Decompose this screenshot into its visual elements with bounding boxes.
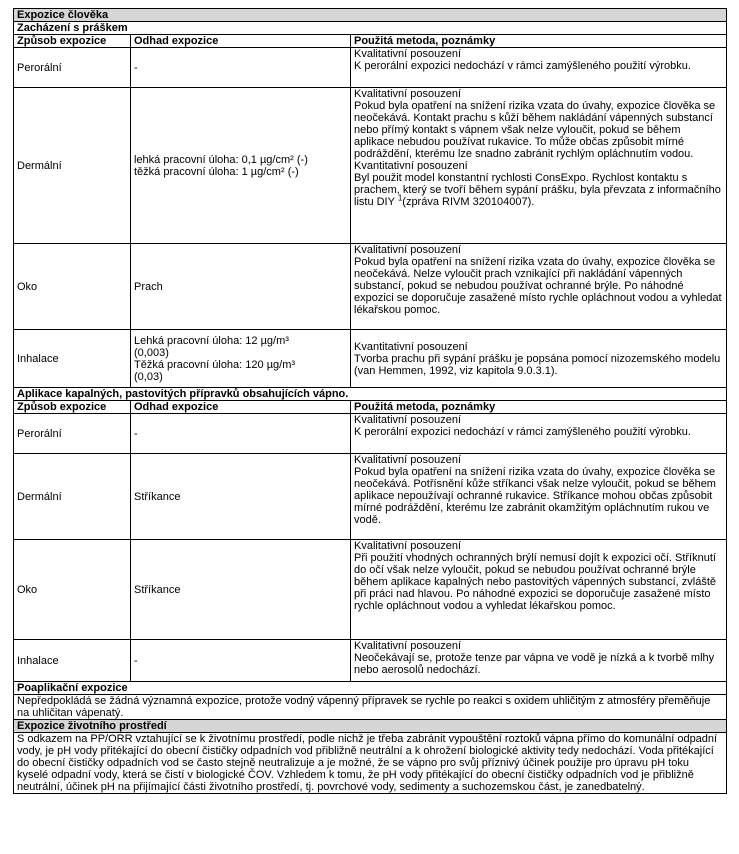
exposure-table bbox=[13, 8, 727, 794]
notes-cell bbox=[351, 414, 727, 454]
estimate-line: - bbox=[134, 61, 138, 74]
method-text-tail: (zpráva RIVM 320104007). bbox=[402, 196, 535, 208]
estimate-line: Lehká pracovní úloha: 12 µg/m³ bbox=[134, 334, 289, 347]
estimate-cell bbox=[131, 414, 351, 454]
estimate-cell bbox=[131, 330, 351, 388]
table-row bbox=[14, 48, 727, 88]
estimate-line: lehká pracovní úloha: 0,1 µg/cm² (-) bbox=[134, 153, 308, 166]
estimate-line: Prach bbox=[134, 280, 163, 293]
estimate-cell bbox=[131, 454, 351, 540]
notes-cell bbox=[351, 88, 727, 244]
subsection-row-liquids bbox=[14, 388, 727, 401]
estimate-cell bbox=[131, 540, 351, 640]
estimate-line: - bbox=[134, 654, 138, 667]
post-paragraph: Nepředpokládá se žádná významná expozice, protože vodný vápenný přípravek se rychle po reakci s oxidem uhličitým z atmosféry přeměňuje na uhličitan vápenatý. bbox=[17, 695, 711, 719]
section-row-env bbox=[14, 720, 727, 733]
method-text: Pokud byla opatření na snížení rizika vzata do úvahy, expozice člověka se neočekává. Kontakt prachu s kůží během nakládání vápenných substancí nebo přímý kontakt s vápnem však nelze vyloučit, pokud se během aplikace nebudou používat rukavice. To může občas způsobit mírné podráždění, kterému lze snadno zabránit rychlým opláchnutím vodou. bbox=[354, 100, 716, 160]
estimate-cell bbox=[131, 48, 351, 88]
table-row bbox=[14, 244, 727, 330]
header-estimate: Odhad expozice bbox=[131, 401, 351, 414]
method-text-main: Byl použit model konstantní rychlosti ConsExpo. Rychlost kontaktu s prachem, který se tvoří během sypání prášku, byla převzata z informačního listu DIY bbox=[354, 172, 721, 208]
method-text: Při použití vhodných ochranných brýlí nemusí dojít k expozici očí. Stříknutí do očí však nelze vyloučit, pokud se nebudou používat ochranné brýle během aplikace kapalných nebo pastovitých vápenných substancí, zvláště při práci nad hlavou. Po náhodné expozici se doporučuje zasažené místo rychle opláchnout vodou a vyhledat lékařskou pomoc. bbox=[354, 552, 716, 612]
estimate-line: těžká pracovní úloha: 1 µg/cm² (-) bbox=[134, 165, 299, 178]
method-text bbox=[354, 172, 723, 208]
method-label: Kvalitativní posouzení bbox=[354, 48, 462, 60]
method-text: K perorální expozici nedochází v rámci zamýšleného použití výrobku. bbox=[354, 426, 691, 438]
env-paragraph: S odkazem na PP/ORR vztahující se k životnímu prostředí, podle nichž je třeba zabránit vypouštění roztoků vápna přímo do komunální odpadní vody, je pH vody přitékající do obecní čističky odpadních vod přibližně neutrální a k ohrožení biologické aktivity tedy nedochází. Voda přitékající do obecní čističky odpadních vod se často stejně neutralizuje a je možné, že se vápno pro svůj příznivý účinek použije pro úpravu pH toku kyselé odpadní vody, která se čistí v biologické ČOV. Vzhledem k tomu, že pH vody přitékající do obecní čističky odpadních vod je přibližně neutrální, účinek pH na přijímající části životního prostředí, tj. povrchové vody, sedimenty a suchozemskou část, je zanedbatelný. bbox=[17, 733, 718, 793]
header-route: Způsob expozice bbox=[14, 35, 131, 48]
header-row bbox=[14, 35, 727, 48]
header-route: Způsob expozice bbox=[14, 401, 131, 414]
table-row bbox=[14, 330, 727, 388]
table-row bbox=[14, 88, 727, 244]
estimate-line: (0,03) bbox=[134, 370, 163, 383]
method-label: Kvalitativní posouzení bbox=[354, 640, 462, 652]
subsection-row-powder bbox=[14, 22, 727, 35]
method-text: K perorální expozici nedochází v rámci zamýšleného použití výrobku. bbox=[354, 60, 691, 72]
route-cell: Oko bbox=[14, 540, 131, 640]
text-row-env bbox=[14, 733, 727, 794]
table-row bbox=[14, 540, 727, 640]
estimate-line: Těžká pracovní úloha: 120 µg/m³ bbox=[134, 358, 296, 371]
estimate-line: - bbox=[134, 427, 138, 440]
header-method: Použitá metoda, poznámky bbox=[351, 35, 727, 48]
notes-cell bbox=[351, 640, 727, 682]
header-estimate: Odhad expozice bbox=[131, 35, 351, 48]
route-cell: Perorální bbox=[14, 414, 131, 454]
estimate-cell bbox=[131, 244, 351, 330]
method-label: Kvalitativní posouzení bbox=[354, 454, 462, 466]
section-title-env: Expozice životního prostředí bbox=[14, 720, 727, 733]
method-label: Kvantitativní posouzení bbox=[354, 340, 468, 353]
estimate-line: Stříkance bbox=[134, 583, 181, 596]
notes-cell bbox=[351, 330, 727, 388]
section-row-post bbox=[14, 682, 727, 695]
table-row bbox=[14, 640, 727, 682]
estimate-line: (0,003) bbox=[134, 346, 169, 359]
text-row-post bbox=[14, 695, 727, 720]
header-row bbox=[14, 401, 727, 414]
method-text: Pokud byla opatření na snížení rizika vzata do úvahy, expozice člověka se neočekává. Potřísnění kůže stříkanci však nelze vyloučit, pokud se během aplikace nepoužívají ochranné rukavice. Stříkance mohou občas způsobit mírné podráždění, kterému lze zabránit okamžitým opláchnutím rukou ve vodě. bbox=[354, 466, 716, 526]
table-row bbox=[14, 454, 727, 540]
header-method: Použitá metoda, poznámky bbox=[351, 401, 727, 414]
method-label: Kvalitativní posouzení bbox=[354, 414, 462, 426]
method-label: Kvantitativní posouzení bbox=[354, 160, 468, 172]
notes-cell bbox=[351, 48, 727, 88]
route-cell: Oko bbox=[14, 244, 131, 330]
method-label: Kvalitativní posouzení bbox=[354, 88, 462, 100]
method-text: Neočekávají se, protože tenze par vápna ve vodě je nízká a k tvorbě mlhy nebo aerosolů nedochází. bbox=[354, 652, 715, 676]
route-cell: Dermální bbox=[14, 454, 131, 540]
route-cell: Inhalace bbox=[14, 640, 131, 682]
section-title-human: Expozice člověka bbox=[14, 9, 727, 22]
method-text: Tvorba prachu při sypání prášku je popsána pomocí nizozemského modelu (van Hemmen, 1992, viz kapitola 9.0.3.1). bbox=[354, 352, 721, 377]
notes-cell bbox=[351, 540, 727, 640]
table-row bbox=[14, 414, 727, 454]
route-cell: Perorální bbox=[14, 48, 131, 88]
estimate-cell bbox=[131, 640, 351, 682]
method-label: Kvalitativní posouzení bbox=[354, 540, 462, 552]
section-row-human bbox=[14, 9, 727, 22]
subsection-title-powder: Zacházení s práškem bbox=[14, 22, 727, 35]
method-label: Kvalitativní posouzení bbox=[354, 244, 462, 256]
notes-cell bbox=[351, 244, 727, 330]
estimate-cell bbox=[131, 88, 351, 244]
estimate-line: Stříkance bbox=[134, 490, 181, 503]
post-text bbox=[14, 695, 727, 720]
method-text: Pokud byla opatření na snížení rizika vzata do úvahy, expozice člověka se neočekává. Nelze vyloučit prach vznikající při nakládání vápenných substancí, pokud se nebudou používat ochranné brýle. Po náhodné expozici se doporučuje zasažené místo rychle opláchnout vodou a vyhledat lékařskou pomoc. bbox=[354, 256, 722, 316]
subsection-title-liquids: Aplikace kapalných, pastovitých přípravků obsahujících vápno. bbox=[14, 388, 727, 401]
footnote-marker: 1 bbox=[397, 193, 403, 203]
route-cell: Inhalace bbox=[14, 330, 131, 388]
notes-cell bbox=[351, 454, 727, 540]
section-title-post: Poaplikační expozice bbox=[14, 682, 727, 695]
env-text bbox=[14, 733, 727, 794]
route-cell: Dermální bbox=[14, 88, 131, 244]
